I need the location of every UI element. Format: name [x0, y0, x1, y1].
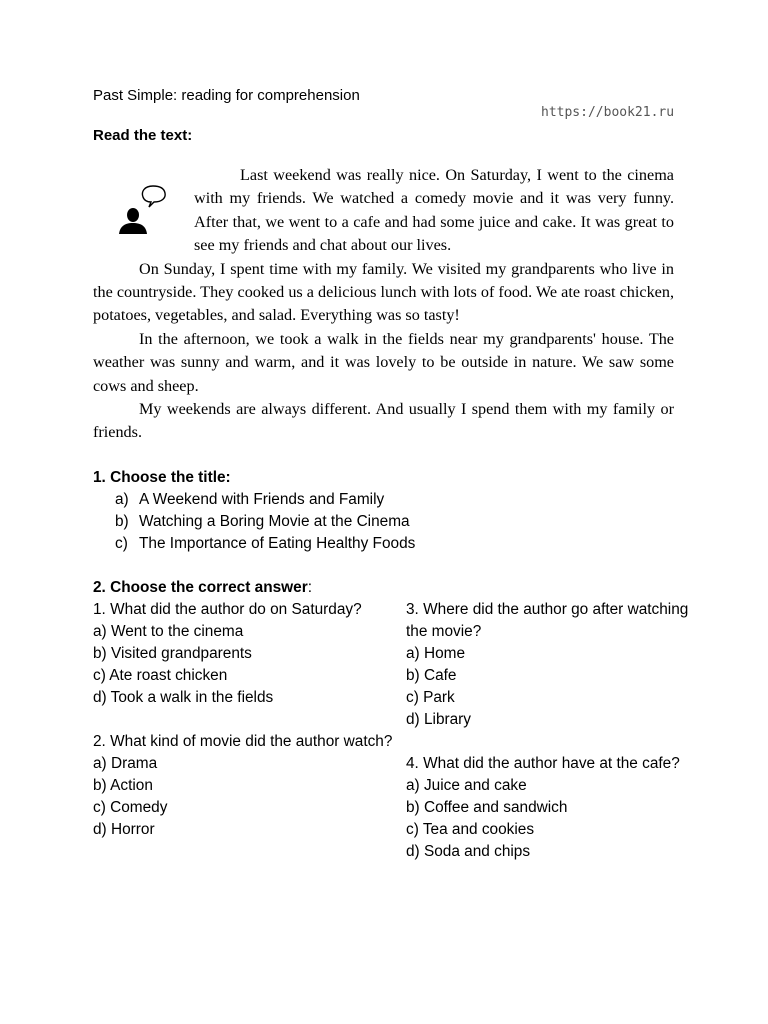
story-paragraph: Last weekend was really nice. On Saturday, I went to the cinema with my friends. We watched a comedy movie and it was very funny. After that, we went to a cafe and had some juice and cake. It was great to see my friends and chat about our lives. [194, 166, 674, 255]
answer-option: c) Ate roast chicken [93, 667, 228, 684]
answer-option: d) Library [406, 711, 472, 728]
question-stem: 3. Where did the author go after watching the movie? [406, 601, 689, 640]
task-1 [93, 467, 415, 555]
question-stem: 2. What kind of movie did the author watch? [93, 733, 393, 750]
story-paragraph: On Sunday, I spent time with my family. We visited my grandparents who live in the countryside. They cooked us a delicious lunch with lots of food. We ate roast chicken, potatoes, vegetables, and salad. Everything was so tasty! [93, 259, 674, 325]
question-stem: 1. What did the author do on Saturday? [93, 601, 362, 618]
answer-option: c) Tea and cookies [406, 821, 535, 838]
answer-option: b) Coffee and sandwich [406, 799, 568, 816]
answer-option: d) Soda and chips [406, 843, 531, 860]
questions-left-column [93, 599, 393, 863]
title-option: c) The Importance of Eating Healthy Foods [115, 535, 416, 552]
task-1-heading: 1. Choose the title: [93, 469, 231, 486]
source-url[interactable]: https://book21.ru [541, 105, 675, 120]
title-option: b) Watching a Boring Movie at the Cinema [115, 513, 410, 530]
answer-option: b) Visited grandparents [93, 645, 252, 662]
answer-option: d) Horror [93, 821, 155, 838]
answer-option: a) Drama [93, 755, 158, 772]
answer-option: a) Went to the cinema [93, 623, 244, 640]
story-paragraph: In the afternoon, we took a walk in the fields near my grandparents' house. The weather was sunny and warm, and it was lovely to be outside in nature. We saw some cows and sheep. [93, 329, 674, 395]
question [93, 599, 393, 709]
title-option: a) A Weekend with Friends and Family [115, 491, 385, 508]
answer-option: b) Cafe [406, 667, 457, 684]
question [406, 599, 706, 731]
page-title: Past Simple: reading for comprehension [93, 87, 360, 104]
answer-option: c) Park [406, 689, 455, 706]
answer-option: c) Comedy [93, 799, 168, 816]
answer-option: d) Took a walk in the fields [93, 689, 274, 706]
story-text [93, 164, 674, 445]
answer-option: a) Home [406, 645, 466, 662]
task-2-heading: 2. Choose the correct answer: [93, 579, 312, 596]
question [93, 731, 393, 841]
question-stem: 4. What did the author have at the cafe? [406, 755, 680, 772]
answer-option: b) Action [93, 777, 153, 794]
title-options [93, 489, 415, 555]
questions-right-column [406, 599, 706, 885]
read-heading: Read the text: [93, 127, 193, 144]
story-paragraph: My weekends are always different. And usually I spend them with my family or friends. [93, 400, 674, 442]
question [406, 753, 706, 863]
answer-option: a) Juice and cake [406, 777, 527, 794]
